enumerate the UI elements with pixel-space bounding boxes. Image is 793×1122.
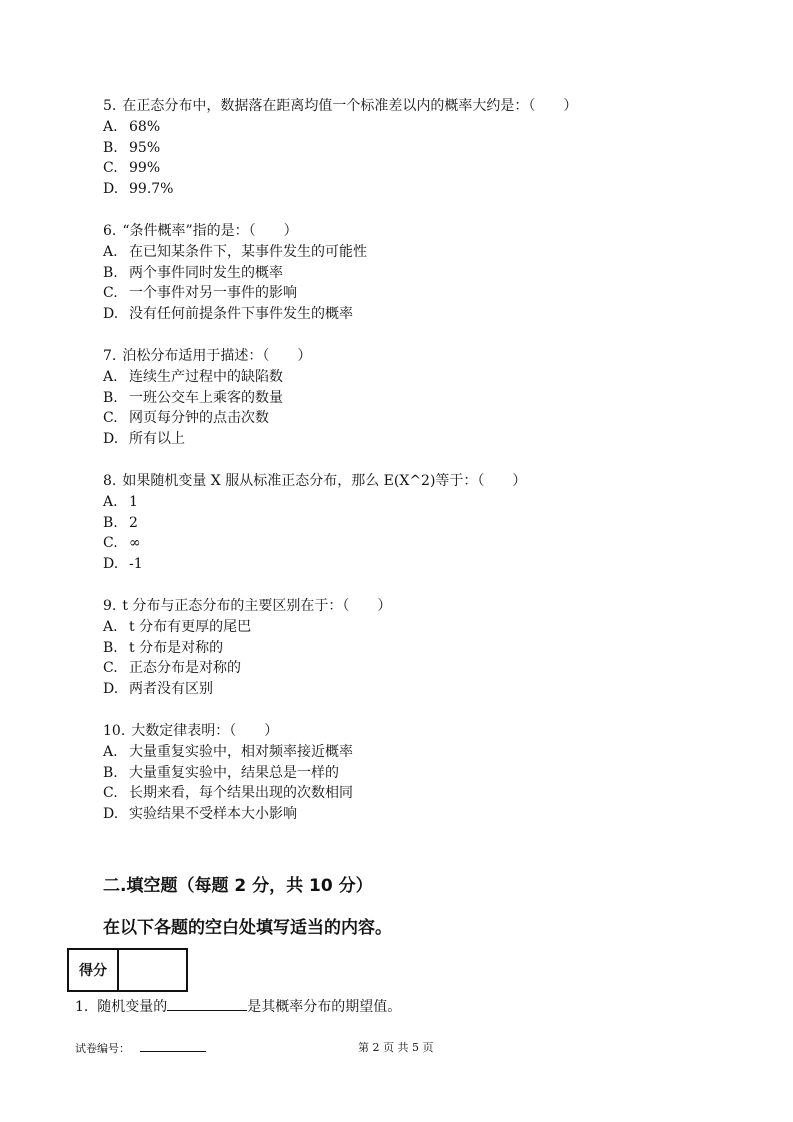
option-a [103, 117, 577, 138]
section-title: 二.填空题（每题 2 分，共 10 分） [103, 876, 373, 896]
question-text: t 分布与正态分布的主要区别在于：（ ） [122, 598, 392, 614]
option-text: 一个事件对另一事件的影响 [129, 285, 297, 302]
option-text: 一班公交车上乘客的数量 [129, 389, 283, 406]
option-letter: A. [103, 743, 118, 760]
option-letter: D. [103, 681, 119, 698]
option-text: 99.7% [129, 181, 174, 198]
option-text: 99% [129, 160, 161, 177]
option-text: 没有任何前提条件下事件发生的概率 [129, 306, 353, 323]
option-text: 网页每分钟的点击次数 [129, 410, 269, 427]
option-text: 68% [129, 118, 161, 135]
option-letter: B. [103, 764, 118, 781]
question-8 [103, 471, 526, 575]
question-text-before: 随机变量的 [97, 999, 168, 1015]
option-text: 1 [129, 493, 138, 510]
section-instruction: 在以下各题的空白处填写适当的内容。 [103, 918, 392, 938]
question-9 [103, 596, 391, 700]
option-letter: A. [103, 493, 118, 510]
question-stem [103, 596, 391, 617]
page-info: 第 2 页 共 5 页 [358, 1041, 434, 1054]
option-text: 正态分布是对称的 [129, 660, 241, 677]
option-text: 2 [129, 514, 138, 531]
option-letter: A. [103, 243, 118, 260]
question-text: 泊松分布适用于描述：（ ） [122, 348, 312, 364]
option-a [103, 617, 391, 638]
question-text: “条件概率”指的是：（ ） [122, 223, 298, 239]
option-letter: D. [103, 556, 119, 573]
option-letter: C. [103, 410, 118, 427]
question-text: 在正态分布中，数据落在距离均值一个标准差以内的概率大约是：（ ） [122, 98, 578, 114]
option-b [103, 263, 367, 284]
option-text: 两者没有区别 [129, 681, 213, 698]
option-letter: A. [103, 118, 118, 135]
option-letter: A. [103, 368, 118, 385]
option-letter: B. [103, 514, 118, 531]
fill-in-question-1 [75, 995, 401, 1018]
option-letter: D. [103, 181, 119, 198]
option-text: t 分布有更厚的尾巴 [129, 618, 252, 635]
option-letter: D. [103, 431, 119, 448]
option-a [103, 242, 367, 263]
question-6 [103, 221, 367, 325]
question-stem [103, 471, 526, 492]
question-5 [103, 96, 577, 200]
option-text: t 分布是对称的 [129, 639, 224, 656]
option-letter: B. [103, 264, 118, 281]
option-text: 大量重复实验中，相对频率接近概率 [129, 743, 353, 760]
question-stem [103, 721, 353, 742]
option-d [103, 804, 353, 825]
question-number: 6. [103, 223, 117, 239]
option-letter: D. [103, 306, 119, 323]
option-text: 两个事件同时发生的概率 [129, 264, 283, 281]
option-text: 实验结果不受样本大小影响 [129, 806, 297, 823]
option-text: ∞ [129, 535, 141, 552]
option-b [103, 513, 526, 534]
option-letter: A. [103, 618, 118, 635]
option-letter: C. [103, 660, 118, 677]
option-d [103, 679, 391, 700]
option-text: 大量重复实验中，结果总是一样的 [129, 764, 339, 781]
option-d [103, 429, 311, 450]
question-number: 5. [103, 98, 117, 114]
option-letter: C. [103, 785, 118, 802]
option-text: 所有以上 [129, 431, 185, 448]
option-letter: B. [103, 639, 118, 656]
option-letter: B. [103, 139, 118, 156]
option-a [103, 492, 526, 513]
option-letter: D. [103, 806, 119, 823]
option-d [103, 304, 367, 325]
option-letter: C. [103, 535, 118, 552]
answer-blank[interactable] [167, 995, 247, 1011]
question-number: 1. [75, 999, 89, 1015]
score-label: 得分 [68, 949, 118, 991]
question-number: 10. [103, 723, 126, 739]
question-number: 9. [103, 598, 117, 614]
option-text: 在已知某条件下，某事件发生的可能性 [129, 243, 367, 260]
option-b [103, 138, 577, 159]
option-b [103, 763, 353, 784]
exam-number-footer [75, 1040, 206, 1057]
option-d [103, 554, 526, 575]
option-letter: C. [103, 285, 118, 302]
question-text: 如果随机变量 X 服从标准正态分布，那么 E(X^2)等于：（ ） [122, 473, 527, 489]
exam-number-label: 试卷编号： [75, 1042, 130, 1055]
option-letter: B. [103, 389, 118, 406]
option-text: -1 [129, 556, 143, 573]
question-text-after: 是其概率分布的期望值。 [247, 999, 402, 1015]
option-text: 连续生产过程中的缺陷数 [129, 368, 283, 385]
option-text: 长期来看，每个结果出现的次数相同 [129, 785, 353, 802]
option-b [103, 638, 391, 659]
option-letter: C. [103, 160, 118, 177]
option-a [103, 742, 353, 763]
option-c [103, 658, 391, 679]
question-stem [103, 96, 577, 117]
option-c [103, 533, 526, 554]
option-c [103, 783, 353, 804]
option-c [103, 158, 577, 179]
option-c [103, 408, 311, 429]
question-number: 7. [103, 348, 117, 364]
score-value-cell[interactable] [118, 949, 187, 991]
score-box [67, 948, 188, 992]
option-b [103, 388, 311, 409]
question-stem [103, 221, 367, 242]
exam-number-blank[interactable] [140, 1040, 206, 1052]
question-text: 大数定律表明：（ ） [131, 723, 279, 739]
question-10 [103, 721, 353, 825]
question-7 [103, 346, 311, 450]
question-stem [103, 346, 311, 367]
option-c [103, 283, 367, 304]
question-number: 8. [103, 473, 117, 489]
option-d [103, 179, 577, 200]
option-a [103, 367, 311, 388]
option-text: 95% [129, 139, 161, 156]
